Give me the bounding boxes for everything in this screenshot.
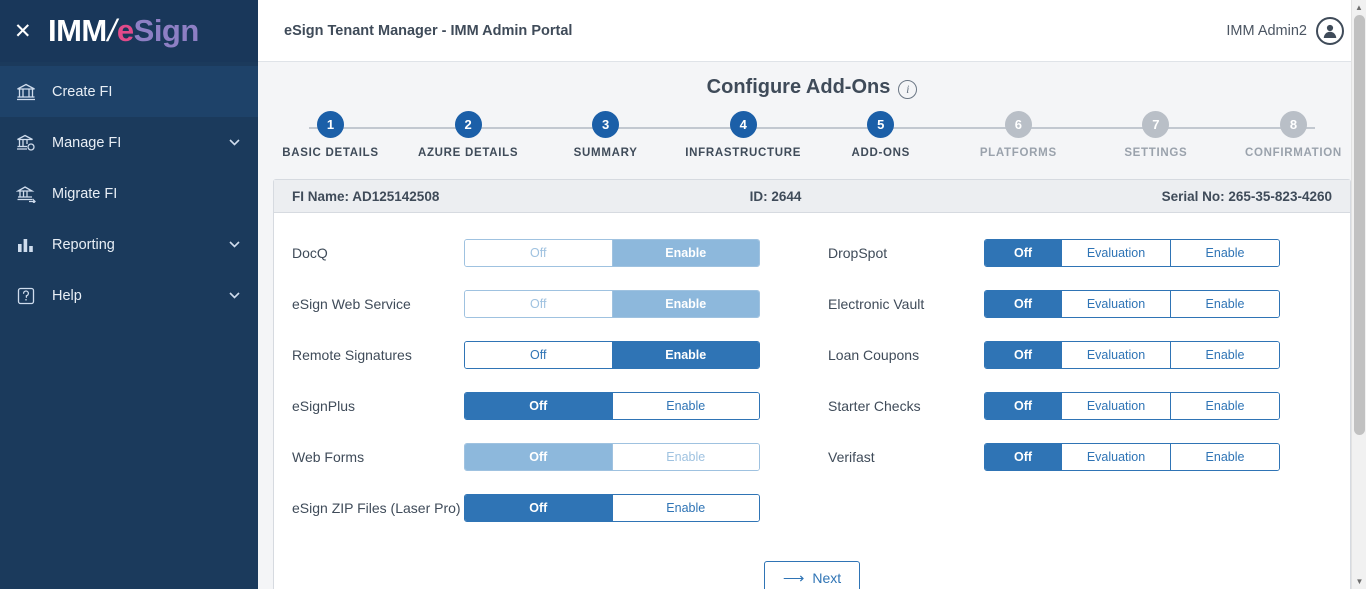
step-number: 5 bbox=[867, 111, 894, 138]
addon-row-verifast bbox=[812, 431, 1332, 482]
logo-slash: / bbox=[104, 13, 120, 48]
stepper-steps bbox=[263, 111, 1361, 159]
step-label: CONFIRMATION bbox=[1244, 147, 1342, 159]
imm-esign-logo bbox=[48, 13, 199, 49]
starter-checks-enable-option[interactable]: Enable bbox=[1170, 393, 1279, 419]
next-button[interactable] bbox=[764, 561, 860, 589]
step-label: ADD-ONS bbox=[851, 147, 911, 159]
sidebar-item-label: Create FI bbox=[52, 83, 113, 100]
step-label: INFRASTRUCTURE bbox=[685, 147, 802, 159]
dropspot-enable-option[interactable]: Enable bbox=[1170, 240, 1279, 266]
addon-label: Starter Checks bbox=[828, 397, 921, 414]
bank-gear-icon bbox=[16, 134, 46, 152]
chevron-down-icon[interactable] bbox=[229, 241, 240, 248]
starter-checks-off-option[interactable]: Off bbox=[985, 393, 1061, 419]
sidebar-item-label: Migrate FI bbox=[52, 185, 118, 202]
electronic-vault-enable-option[interactable]: Enable bbox=[1170, 291, 1279, 317]
web-forms-off-option[interactable]: Off bbox=[465, 444, 612, 470]
step-platforms[interactable] bbox=[951, 111, 1086, 159]
addon-label: Remote Signatures bbox=[292, 346, 412, 363]
sidebar-item-reporting[interactable] bbox=[0, 219, 258, 270]
docq-off-option[interactable]: Off bbox=[465, 240, 612, 266]
fi-name-label: FI Name: AD125142508 bbox=[292, 188, 440, 204]
step-basic-details[interactable] bbox=[263, 111, 398, 159]
page-scrollbar[interactable] bbox=[1351, 0, 1366, 589]
starter-checks-evaluation-option[interactable]: Evaluation bbox=[1061, 393, 1170, 419]
step-number: 6 bbox=[1005, 111, 1032, 138]
step-summary[interactable] bbox=[538, 111, 673, 159]
chevron-down-icon[interactable] bbox=[229, 139, 240, 146]
dropspot-toggle-group[interactable] bbox=[984, 239, 1280, 267]
esignplus-off-option[interactable]: Off bbox=[465, 393, 612, 419]
esign-zip-files-enable-option[interactable]: Enable bbox=[612, 495, 760, 521]
remote-signatures-enable-option[interactable]: Enable bbox=[612, 342, 760, 368]
addon-label: Verifast bbox=[828, 448, 875, 465]
top-bar-right bbox=[1226, 17, 1344, 45]
addon-label: DocQ bbox=[292, 244, 328, 261]
addon-label: Web Forms bbox=[292, 448, 365, 465]
next-button-label: Next bbox=[812, 570, 842, 586]
verifast-off-option[interactable]: Off bbox=[985, 444, 1061, 470]
addon-row-loan-coupons bbox=[812, 329, 1332, 380]
step-number: 1 bbox=[317, 111, 344, 138]
addon-label: Loan Coupons bbox=[828, 346, 920, 363]
loan-coupons-toggle-group[interactable] bbox=[984, 341, 1280, 369]
sidebar-item-label: Manage FI bbox=[52, 134, 122, 151]
wizard-stepper bbox=[263, 111, 1361, 171]
step-number: 2 bbox=[455, 111, 482, 138]
card-footer bbox=[274, 543, 1350, 589]
addons-left-column bbox=[292, 227, 812, 533]
addons-card bbox=[273, 179, 1351, 589]
loan-coupons-enable-option[interactable]: Enable bbox=[1170, 342, 1279, 368]
addon-row-docq bbox=[292, 227, 812, 278]
loan-coupons-evaluation-option[interactable]: Evaluation bbox=[1061, 342, 1170, 368]
sidebar-item-manage-fi[interactable] bbox=[0, 117, 258, 168]
esign-web-service-enable-option[interactable]: Enable bbox=[612, 291, 760, 317]
addon-row-esign-zip-files bbox=[292, 482, 812, 533]
sidebar-item-create-fi[interactable] bbox=[0, 66, 258, 117]
electronic-vault-toggle-group[interactable] bbox=[984, 290, 1280, 318]
starter-checks-toggle-group[interactable] bbox=[984, 392, 1280, 420]
web-forms-enable-option[interactable]: Enable bbox=[612, 444, 760, 470]
esign-web-service-toggle-group[interactable] bbox=[464, 290, 760, 318]
close-icon[interactable]: ✕ bbox=[14, 19, 32, 43]
sidebar-item-help[interactable] bbox=[0, 270, 258, 321]
scrollbar-thumb[interactable] bbox=[1354, 15, 1365, 435]
step-label: AZURE DETAILS bbox=[417, 147, 519, 159]
scroll-down-arrow-icon[interactable]: ▼ bbox=[1355, 577, 1364, 586]
dropspot-off-option[interactable]: Off bbox=[985, 240, 1061, 266]
bar-chart-icon bbox=[16, 236, 46, 254]
verifast-enable-option[interactable]: Enable bbox=[1170, 444, 1279, 470]
addon-row-web-forms bbox=[292, 431, 812, 482]
top-bar bbox=[258, 0, 1366, 62]
esign-zip-files-toggle-group[interactable] bbox=[464, 494, 760, 522]
docq-enable-option[interactable]: Enable bbox=[612, 240, 760, 266]
step-label: SUMMARY bbox=[573, 147, 638, 159]
addon-row-electronic-vault bbox=[812, 278, 1332, 329]
step-number: 7 bbox=[1142, 111, 1169, 138]
scroll-up-arrow-icon[interactable]: ▲ bbox=[1355, 3, 1363, 12]
sidebar-item-label: Reporting bbox=[52, 236, 115, 253]
user-avatar-icon[interactable] bbox=[1316, 17, 1344, 45]
logo-e-text: e bbox=[116, 13, 134, 48]
question-circle-icon bbox=[16, 287, 46, 305]
esign-zip-files-off-option[interactable]: Off bbox=[465, 495, 612, 521]
addon-label: Electronic Vault bbox=[828, 295, 925, 312]
step-confirmation[interactable] bbox=[1226, 111, 1361, 159]
info-icon[interactable]: i bbox=[898, 80, 917, 99]
addon-label: DropSpot bbox=[828, 244, 888, 261]
sidebar-item-label: Help bbox=[52, 287, 82, 304]
step-infrastructure[interactable] bbox=[676, 111, 811, 159]
page-title: Configure Add-Ons bbox=[706, 76, 891, 98]
remote-signatures-toggle-group[interactable] bbox=[464, 341, 760, 369]
page-title-row bbox=[258, 76, 1366, 99]
step-number: 4 bbox=[730, 111, 757, 138]
addon-label: eSignPlus bbox=[292, 397, 356, 414]
step-settings[interactable] bbox=[1088, 111, 1223, 159]
verifast-evaluation-option[interactable]: Evaluation bbox=[1061, 444, 1170, 470]
step-number: 3 bbox=[592, 111, 619, 138]
verifast-toggle-group[interactable] bbox=[984, 443, 1280, 471]
step-label: PLATFORMS bbox=[979, 147, 1057, 159]
bank-icon bbox=[16, 83, 46, 101]
bank-arrow-icon bbox=[16, 185, 46, 203]
step-add-ons[interactable] bbox=[813, 111, 948, 159]
addon-label: eSign ZIP Files (Laser Pro) bbox=[292, 499, 461, 516]
page-body bbox=[258, 62, 1366, 589]
step-number: 8 bbox=[1280, 111, 1307, 138]
main-content bbox=[258, 0, 1366, 589]
addon-row-esignplus bbox=[292, 380, 812, 431]
sidebar-header bbox=[0, 0, 258, 62]
page-header-title: eSign Tenant Manager - IMM Admin Portal bbox=[284, 22, 573, 39]
sidebar bbox=[0, 0, 258, 589]
arrow-right-icon: ⟶ bbox=[782, 569, 805, 587]
esign-web-service-off-option[interactable]: Off bbox=[465, 291, 612, 317]
step-label: BASIC DETAILS bbox=[282, 147, 379, 159]
step-label: SETTINGS bbox=[1124, 147, 1188, 159]
logo-imm-text: IMM bbox=[48, 13, 107, 48]
logo-sign-text: Sign bbox=[133, 13, 199, 48]
docq-toggle-group[interactable] bbox=[464, 239, 760, 267]
sidebar-nav bbox=[0, 66, 258, 321]
addons-right-column bbox=[812, 227, 1332, 533]
electronic-vault-evaluation-option[interactable]: Evaluation bbox=[1061, 291, 1170, 317]
addon-row-dropspot bbox=[812, 227, 1332, 278]
sidebar-item-migrate-fi[interactable] bbox=[0, 168, 258, 219]
dropspot-evaluation-option[interactable]: Evaluation bbox=[1061, 240, 1170, 266]
addon-row-remote-signatures bbox=[292, 329, 812, 380]
remote-signatures-off-option[interactable]: Off bbox=[465, 342, 612, 368]
fi-id-label: ID: 2644 bbox=[749, 188, 802, 204]
addon-row-starter-checks bbox=[812, 380, 1332, 431]
addon-row-esign-web-service bbox=[292, 278, 812, 329]
addon-label: eSign Web Service bbox=[292, 295, 411, 312]
fi-info-header bbox=[274, 180, 1350, 213]
addons-grid bbox=[274, 213, 1350, 543]
chevron-down-icon[interactable] bbox=[229, 292, 240, 299]
step-azure-details[interactable] bbox=[401, 111, 536, 159]
esignplus-toggle-group[interactable] bbox=[464, 392, 760, 420]
user-name-label: IMM Admin2 bbox=[1226, 22, 1307, 39]
loan-coupons-off-option[interactable]: Off bbox=[985, 342, 1061, 368]
esignplus-enable-option[interactable]: Enable bbox=[612, 393, 760, 419]
fi-serial-label: Serial No: 265-35-823-4260 bbox=[1161, 188, 1332, 204]
electronic-vault-off-option[interactable]: Off bbox=[985, 291, 1061, 317]
web-forms-toggle-group[interactable] bbox=[464, 443, 760, 471]
